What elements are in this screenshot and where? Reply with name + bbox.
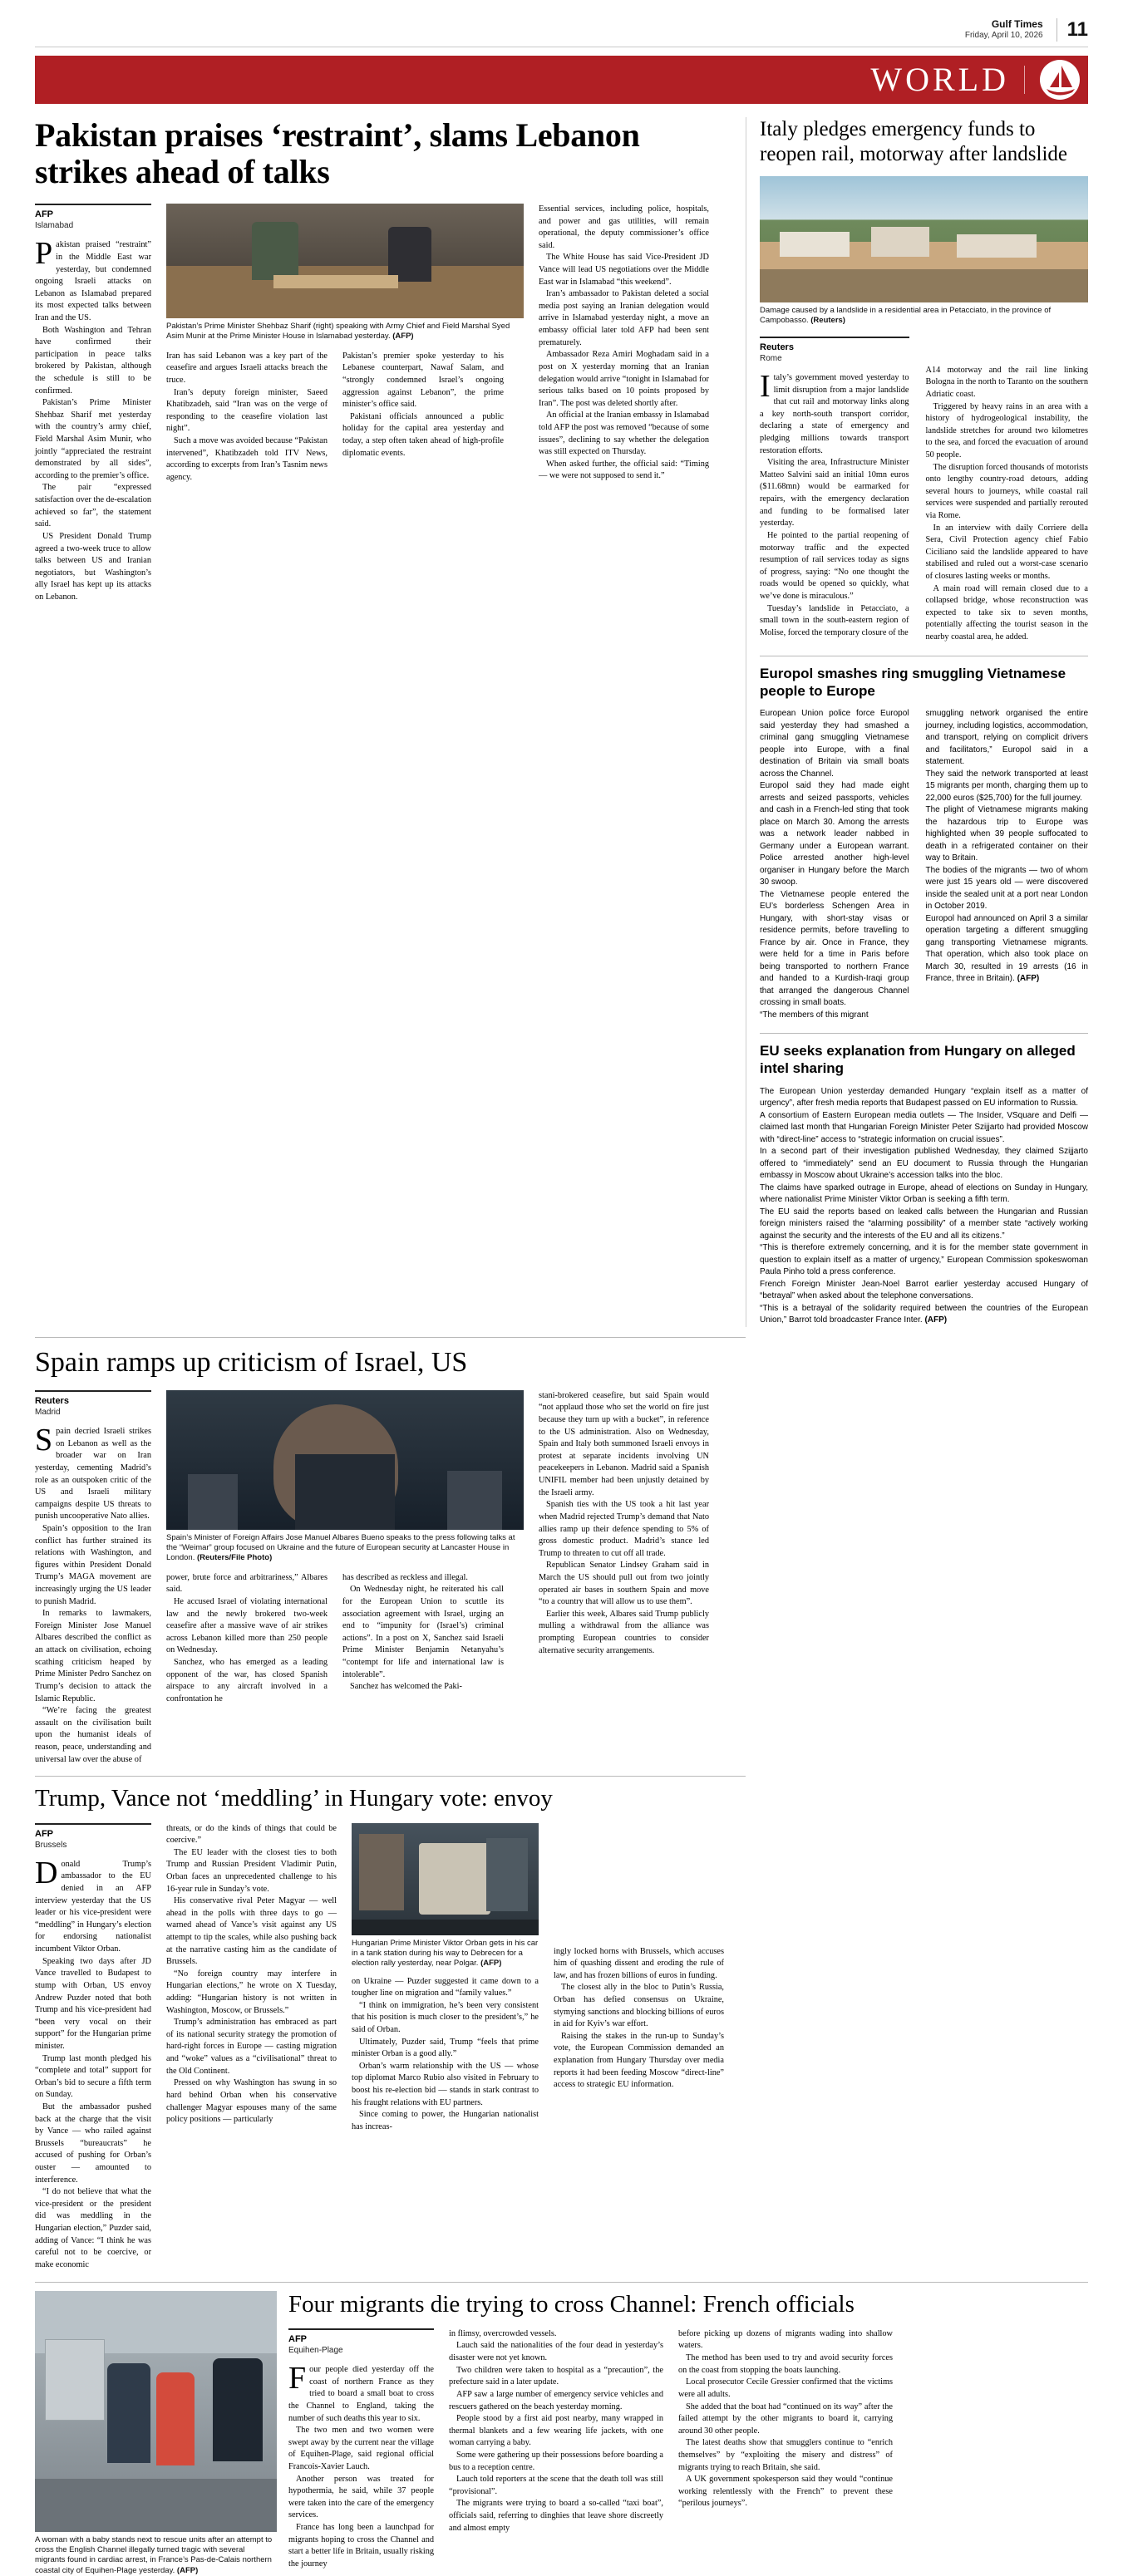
migrants-para: She added that the boat had “continued on its way” after the failed attempt by the other migrants to board it, carrying around 30 other people. <box>678 2401 893 2436</box>
lead-para: US President Donald Trump agreed a two-week truce to allow talks between US and Iranian negotiators, but Washington’s ally Israel has kept up its attacks on Lebanon. <box>35 531 151 602</box>
lead-para: Ambassador Reza Amiri Moghadam said in a post on X yesterday morning that an Iranian delegation would arrive “tonight in Islamabad for serious talks based on 10 points proposed by Iran”. The post was deleted shortly after. <box>539 350 709 408</box>
spain-para: Spain decried Israeli strikes on Lebanon as well as the broader war on Iran yesterday, cementing Madrid’s role as an outspoken critic of the US and Israeli military campaigns despite US threats to punish uncooperative Nato allies. <box>35 1423 151 1522</box>
spain-para: Republican Senator Lindsey Graham said in March the US should pull out from two jointly operated air bases in southern Spain and move “to a country that will allow us to use them”. <box>539 1561 709 1607</box>
lead-story <box>35 117 746 1327</box>
italy-place: Rome <box>760 353 782 363</box>
italy-para: In an interview with daily Corriere della Sera, Civil Protection agency chief Fabio Ciciliano said the landslide appeared to have stabilised and ruled out a worst-case scenario of closures lasting weeks or months. <box>925 523 1088 582</box>
masthead <box>35 0 1088 47</box>
europol-para: Europol said they had made eight arrests and seized passports, vehicles and cash in a French-led sting that took place on March 30. Among the arrests was a network leader nabbed in Germany under a European warrant. Police arrested another high-level organiser in Hungary before the March 30 swoop. <box>760 781 909 887</box>
europol-para: The bodies of the migrants — two of whom were just 15 years old — were discovered inside the sealed unit at a port near London in October 2019. <box>925 865 1088 912</box>
migrants-para: The migrants were trying to board a so-called “taxi boat”, officials said, referring to dinghies that leave shore discreetly and almost empty <box>449 2499 663 2533</box>
hungary-para: Trump’s administration has embraced as part of its national security strategy the promotion of hard-right forces in Europe — casting migration and “woke” values as a “civilisational” threat to the Old Continent. <box>166 2018 337 2076</box>
spain-para: Spain’s opposition to the Iran conflict has further strained its relations with Washington, and figures within President Donald Trump’s MAGA movement are increasingly urging the US leader to punish Madrid. <box>35 1523 151 1606</box>
migrants-para: Lauch told reporters at the scene that the death toll was still “provisional”. <box>449 2475 663 2496</box>
spain-headline: Spain ramps up criticism of Israel, US <box>35 1346 468 1378</box>
spain-para: Sanchez has welcomed the Paki- <box>350 1682 462 1692</box>
lead-para: Both Washington and Tehran have confirmed their participation in peace talks brokered by Pakistan, although the schedule is still to be confirmed. <box>35 325 151 396</box>
lead-agency: AFP <box>35 209 53 219</box>
eu-hungary-para: The EU said the reports based on leaked calls between the Hungarian and Russian foreign ministers raised the “alarming possibility” of a member state “actively working against the security and the interests of the EU and all its citizens.” <box>760 1207 1088 1241</box>
hungary-para: Speaking two days after JD Vance travelled to Budapest to stump with Orban, US envoy Andrew Puzder noted that both Trump and his vice-president had “been very vocal on their support” for the Hungarian prime minister. <box>35 1956 151 2051</box>
europol-para: smuggling network organised the entire journey, including logistics, accommodation, and transport, relying on complicit drivers and facilitators,” Europol said in a statement. <box>925 709 1088 767</box>
migrants-agency: AFP <box>288 2333 307 2344</box>
italy-para: The disruption forced thousands of motorists onto lengthy country-road detours, adding several hours to journeys, while coastal rail services were suspended and partially rerouted via Rome. <box>925 462 1088 520</box>
spain-para: In remarks to lawmakers, Foreign Minister Jose Manuel Albares described the conflict as an attack on civilisation, echoing scathing criticism heaped by Prime Minister Pedro Sanchez on Trump’s decision to attack the Islamic Republic. <box>35 1609 151 1703</box>
lead-para: Essential services, including police, hospitals, and power and gas utilities, will remain operational, the deputy commissioner’s office said. <box>539 204 709 250</box>
migrants-para: before picking up dozens of migrants wading into shallow waters. <box>678 2328 893 2351</box>
migrants-para: Local prosecutor Cecile Gressier confirmed that the victims were all adults. <box>678 2377 893 2399</box>
italy-agency: Reuters <box>760 342 794 352</box>
hungary-para: ingly locked horns with Brussels, which accuses him of quashing dissent and eroding the rule of law, and has frozen billions of euros in funding. <box>554 1946 724 1980</box>
eu-hungary-para: In a second part of their investigation published Wednesday, they claimed Szijjarto offered to “immediately” send an EU document to Russia through the Hungarian embassy in Moscow about Ukraine’s accession talks into the bloc. <box>760 1147 1088 1181</box>
right-rail <box>746 117 1088 1327</box>
spain-para: On Wednesday night, he reiterated his call for the European Union to scuttle its association agreement with Israel, urging an end to “impunity for (Israel’s) criminal actions”. In a post on X, Sanchez said Israeli Prime Minister Benjamin Netanyahu’s “contempt for life and international law is intolerable”. <box>342 1585 504 1679</box>
migrants-para: Some were gathering up their possessions before boarding a bus to a reception centre. <box>449 2450 663 2472</box>
lead-place: Islamabad <box>35 221 74 231</box>
lead-para: An official at the Iranian embassy in Islamabad told AFP the post was removed “because of some issues”, declining to say whether the delegation was still expected on Thursday. <box>539 410 709 457</box>
lead-para: Iran has said Lebanon was a key part of the ceasefire and argues Israeli attacks breach the truce. <box>166 351 328 385</box>
europol-para: European Union police force Europol said yesterday they had smashed a criminal gang smuggling Vietnamese people into Europe, with a final destination of Britain via small boats across the Channel. <box>760 709 909 779</box>
hungary-para: Trump last month pledged his “complete and total” support for Orban’s bid to secure a fifth term on Sunday. <box>35 2053 151 2100</box>
migrants-para: People stood by a first aid post nearby, many wrapped in thermal blankets and a few wearing life jackets, with one woman carrying a baby. <box>449 2414 663 2448</box>
eu-hungary-para: French Foreign Minister Jean-Noel Barrot earlier yesterday accused Hungary of “betrayal” when asked about the telephone conversations. <box>760 1279 1088 1301</box>
dhow-boat-icon <box>1037 57 1083 103</box>
migrants-photo-caption: A woman with a baby stands next to rescue units after an attempt to cross the English Channel illegally turned tragic with several migrants found in cardiac arrest, in France’s Pas-de-Calais northern coastal city of Equihen-Plage yesterday. (AFP) <box>35 2534 273 2575</box>
top-block <box>35 117 1088 1327</box>
migrants-place: Equihen-Plage <box>288 2346 343 2356</box>
lead-photo-caption: Pakistan’s Prime Minister Shehbaz Sharif (right) speaking with Army Chief and Field Marshal Syed Asim Munir at the Prime Minister House in Islamabad yesterday. (AFP) <box>166 322 510 342</box>
spain-para: “We’re facing the greatest assault on the civilisation built upon the humanist ideals of reason, peace, understanding and universal law over the abuse of <box>35 1706 151 1764</box>
lead-para: When asked further, the official said: “Timing — we were not supposed to send it.” <box>539 459 709 481</box>
migrants-para: Another person was treated for hypothermia, he said, while 37 people were taken into the care of the emergency services. <box>288 2474 434 2520</box>
lead-para: The White House has said Vice-President JD Vance will lead US negotiations over the Middle East war in Islamabad “this weekend”. <box>539 253 709 287</box>
europol-para: Europol had announced on April 3 a similar operation targeting a different smuggling gang transporting Vietnamese migrants. That operation, which also took place on March 30, resulted in 19 arrests (16 in France, three in Britain). (AFP) <box>925 913 1088 984</box>
spain-para: power, brute force and arbitrariness,” Albares said. <box>166 1572 328 1595</box>
spain-photo-caption: Spain’s Minister of Foreign Affairs Jose Manuel Albares Bueno speaks to the press following talks at the “Weimar” group focused on Ukraine and the future of European security at Lancaster House in London. (Reuters/File Photo) <box>166 1532 515 1563</box>
hungary-para: threats, or do the kinds of things that could be coercive.” <box>166 1823 337 1846</box>
eu-hungary-story <box>760 1033 1088 1327</box>
hungary-para: “No foreign country may interfere in Hungarian elections,” he wrote on X Tuesday, adding: “Hungarian history is not written in Washington, Moscow, or Brussels.” <box>166 1969 337 2015</box>
europol-story <box>760 656 1088 1022</box>
hungary-para: Pressed on why Washington has swung in so hard behind Orban when his conservative challenger Magyar espouses many of the same policy positions — particularly <box>166 2078 337 2125</box>
migrants-para: The two men and two women were swept away by the current near the village of Equihen-Plage, said regional official Francois-Xavier Lauch. <box>288 2426 434 2472</box>
eu-hungary-headline: EU seeks explanation from Hungary on alleged intel sharing <box>760 1043 1076 1077</box>
spain-para: Sanchez, who has emerged as a leading opponent of the war, has closed Spanish airspace to any aircraft involved in a confrontation he <box>166 1658 328 1703</box>
hungary-para: Orban’s warm relationship with the US — whose top diplomat Marco Rubio also visited in February to boost his re-election bid — stands in stark contrast to his fraught relations with EU partners. <box>352 2061 539 2107</box>
eu-hungary-para: “This is a betrayal of the solidarity required between the countries of the European Union,” Barrot told broadcaster France Inter. (AFP) <box>760 1303 1088 1325</box>
italy-para: Visiting the area, Infrastructure Minister Matteo Salvini said an initial 10mn euros ($11.68mn) would be earmarked for repairs, with the emergency declaration and funding to be formalised later yesterday. <box>760 458 909 528</box>
eu-hungary-para: “This is therefore extremely concerning, and it is for the member state government in question to explain itself as a matter of urgency,” European Commission spokeswoman Paula Pinho told a press conference. <box>760 1243 1088 1277</box>
spain-photo <box>166 1390 524 1530</box>
migrants-headline: Four migrants die trying to cross Channel: French officials <box>288 2290 855 2318</box>
migrants-para: Four people died yesterday off the coast of northern France as they tried to board a small boat to cross the Channel to England, taking the number of such deaths this year to six. <box>288 2361 434 2423</box>
spain-para: has described as reckless and illegal. <box>342 1572 468 1582</box>
eu-hungary-para: The European Union yesterday demanded Hungary “explain itself as a matter of urgency”, after fresh media reports that Budapest passed on EU information to Russia. <box>760 1086 1088 1109</box>
migrants-para: AFP saw a large number of emergency service vehicles and rescuers gathered on the beach yesterday morning. <box>449 2389 663 2411</box>
europol-headline: Europol smashes ring smuggling Vietnamese people to Europe <box>760 665 1066 699</box>
eu-hungary-para: The claims have sparked outrage in Europe, ahead of elections on Sunday in Hungary, where nationalist Prime Minister Viktor Orban is seeking a fifth term. <box>760 1182 1088 1205</box>
paper-name: Gulf Times <box>991 18 1043 31</box>
hungary-para: But the ambassador pushed back at the charge that the visit by Vance — who railed against Brussels “bureaucrats” he accused of pushing for Orban’s ouster — amounted to interference. <box>35 2102 151 2185</box>
italy-para: Tuesday’s landslide in Petacciato, a small town in the south-eastern region of Molise, forced the temporary closure of the <box>760 603 909 637</box>
lead-para: Pakistan’s premier spoke yesterday to his Lebanese counterpart, Nawaf Salam, and “strongly condemned Israel’s ongoing aggression against Lebanon”, the prime minister’s office said. <box>342 351 504 410</box>
issue-date: Friday, April 10, 2026 <box>964 31 1043 41</box>
hungary-para: Donald Trump’s ambassador to the EU denied in an AFP interview yesterday that the US leader or his vice-president were “meddling” in Hungary’s election for endorsing nationalist incumbent Viktor Orban. <box>35 1855 151 1954</box>
eu-hungary-para: A consortium of Eastern European media outlets — The Insider, VSquare and Delfi — claimed last month that Hungarian Foreign Minister Peter Szijjarto had provided Moscow with “direct-line” access to “strategic information on crucial issues”. <box>760 1110 1088 1144</box>
hungary-story <box>35 1776 746 2271</box>
page-number: 11 <box>1057 18 1088 42</box>
lead-para: Such a move was avoided because “Pakistan intervened”, Khatibzadeh told ITV News, according to excerpts from Iran’s Tasnim news agency. <box>166 435 328 482</box>
italy-photo-caption: Damage caused by a landslide in a residential area in Petacciato, in the province of Campobasso. (Reuters) <box>760 306 1052 326</box>
spain-para: Earlier this week, Albares said Trump publicly mulling a withdrawal from the alliance was prompting European countries to consider alternative security arrangements. <box>539 1609 709 1655</box>
hungary-para: Raising the stakes in the run-up to Sunday’s vote, the European Commission demanded an explanation from Hungary Thursday over media reports it had been feeding Moscow “direct-line” access to strategic EU information. <box>554 2031 724 2090</box>
lead-headline: Pakistan praises ‘restraint’, slams Lebanon strikes ahead of talks <box>35 116 640 190</box>
section-banner <box>35 56 1088 104</box>
hungary-para: The EU leader with the closest ties to both Trump and Russian President Vladimir Putin, Orban faces an unprecedented challenge to his 16-year rule in Sunday’s vote. <box>166 1847 337 1894</box>
lead-para: Iran’s ambassador to Pakistan deleted a social media post saying an Iranian delegation would arrive in Islamabad yesterday night, a move an embassy official later told AFP had been sent prematurely. <box>539 289 709 347</box>
spain-para: stani-brokered ceasefire, but said Spain would “not applaud those who set the world on fire just because they turn up with a bucket”, in reference to the US administration. Also on Wednesday, Spain and Italy both summoned Israeli envoys in protest at separate incidents involving UN peacekeepers in Lebanon. Madrid said a Spanish UNIFIL member had been unjustly detained by the Israeli army. <box>539 1390 709 1497</box>
europol-para: “The members of this migrant <box>760 1010 869 1020</box>
hungary-para: Since coming to power, the Hungarian nationalist has increas- <box>352 2110 539 2131</box>
hungary-headline: Trump, Vance not ‘meddling’ in Hungary vote: envoy <box>35 1785 553 1812</box>
europol-para: The Vietnamese people entered the EU’s borderless Schengen Area in Hungary, with short-stay visas or residence permits, before travelling to France by air. Once in France, they were held for a time in Paris before being transported to northern France and handed to a Kurdish-Iraqi group that arranged the dangerous Channel crossing in small boats. <box>760 889 909 1008</box>
italy-para: A main road will remain closed due to a collapsed bridge, whose reconstruction was expected to take six to seven months, potentially affecting the tourist season in the nearby coastal area, he added. <box>925 583 1088 642</box>
migrants-para: France has long been a launchpad for migrants hoping to cross the Channel and start a better life in Britain, usually risking the journey <box>288 2523 435 2569</box>
spain-story <box>35 1337 746 1766</box>
hungary-para: The closest ally in the bloc to Putin’s Russia, Orban has defied consensus on Ukraine, stymying sanctions and blocking billions of euros in aid for Kyiv’s war effort. <box>554 1983 724 2029</box>
migrants-para: The latest deaths show that smugglers continue to “enrich themselves” by “exploiting the misery and distress” of migrants trying to reach Britain, she said. <box>678 2438 893 2472</box>
spain-para: Spanish ties with the US took a hit last year when Madrid rejected Trump’s demand that Nato allies ramp up their defence spending to 5% of gross domestic product. Madrid’s stance led Trump to threaten to cut off all trade. <box>539 1500 709 1558</box>
lead-para: Pakistan praised “restraint” in the Middle East war yesterday, but condemned ongoing Israeli attacks on Lebanon as Islamabad prepared its most expected talks between Iran and the US. <box>35 236 151 322</box>
hungary-para: His conservative rival Peter Magyar — well ahead in the polls with three days to go — warned ahead of Vance’s visit against any US attempt to tip the scales, while also pushing back at the narrative casting him as the candidate of Brussels. <box>166 1896 337 1967</box>
europol-para: They said the network transported at least 15 migrants per month, charging them up to 22,000 euros ($25,700) for the full journey. <box>925 769 1088 803</box>
italy-para: A14 motorway and the rail line linking Bologna in the north to Taranto on the southern Adriatic coast. <box>925 365 1088 399</box>
banner-divider <box>1024 66 1025 94</box>
lead-para: Pakistan’s Prime Minister Shehbaz Sharif met yesterday with the country’s army chief, Field Marshal Asim Munir, who jointly “appreciated the restraint demonstrated by all sides”, according to the premier’s office. <box>35 398 151 480</box>
hungary-place: Brussels <box>35 1840 67 1850</box>
lead-para: The pair “expressed satisfaction over the de-escalation achieved so far”, the statement said. <box>35 483 151 529</box>
hungary-para: “I think on immigration, he’s been very consistent that his position is much closer to the president’s,” he said of Orban. <box>352 2000 539 2034</box>
migrants-photo <box>35 2291 277 2532</box>
italy-headline: Italy pledges emergency funds to reopen rail, motorway after landslide <box>760 118 1067 165</box>
spain-agency: Reuters <box>35 1395 69 1406</box>
hungary-agency: AFP <box>35 1828 53 1839</box>
migrants-para: in flimsy, overcrowded vessels. <box>449 2328 557 2338</box>
spain-para: He accused Israel of violating international law and the newly brokered two-week ceasefire after a massive wave of air strikes across Lebanon killed more than 250 people on Wednesday. <box>166 1597 328 1655</box>
hungary-photo <box>352 1823 539 1935</box>
italy-para: Italy’s government moved yesterday to limit disruption from a major landslide that cut rail and motorway links along a key north-south transport corridor, declaring a state of emergency and pledging millions towards transport restoration efforts. <box>760 368 909 455</box>
migrants-para: The method has been used to try and avoid security forces on the coast from stopping the boats launching. <box>678 2353 893 2375</box>
lead-para: Pakistani officials announced a public holiday for the capital area yesterday and today, a step often taken ahead of high-profile diplomatic events. <box>342 411 504 458</box>
spain-place: Madrid <box>35 1408 61 1418</box>
italy-photo <box>760 176 1088 302</box>
migrants-para: Lauch said the nationalities of the four dead in yesterday’s disaster were not yet known. <box>449 2341 663 2363</box>
europol-para: The plight of Vietnamese migrants making the hazardous trip to Europe was highlighted when 39 people suffocated to death in a refrigerated container on their way to Britain. <box>925 805 1088 863</box>
lead-photo <box>166 204 524 318</box>
lead-para: Iran’s deputy foreign minister, Saeed Khatibzadeh, said “Iran was on the verge of responding to the ceasefire violation last night”. <box>166 387 328 434</box>
migrants-story <box>35 2291 1088 2576</box>
italy-para: He pointed to the partial reopening of motorway traffic and the expected resumption of rail services today as signs of progress, saying: “No one thought the roads would be opened so quickly, what we’ve done is miraculous.” <box>760 530 909 601</box>
hungary-para: Ultimately, Puzder said, Trump “feels that prime minister Orban is a good ally.” <box>352 2037 539 2059</box>
hungary-para: “I do not believe that what the vice-president or the president did was meddling in the Hungarian election,” Puzder said, adding of Vance: “I think he was careful not to be coercive, or make economic <box>35 2187 151 2269</box>
migrants-para: Two children were taken to hospital as a “precaution”, the prefecture said in a later update. <box>449 2365 663 2387</box>
italy-para: Triggered by heavy rains in an area with a history of hydrogeological instability, the landslide stretches for around two kilometres to the sea, and forced the evacuation of around 50 people. <box>925 401 1088 460</box>
migrants-para: A UK government spokesperson said they would “continue working relentlessly with the French” to prevent these “perilous journeys”. <box>678 2475 893 2509</box>
hungary-photo-caption: Hungarian Prime Minister Viktor Orban gets in his car in a tank station during his way to Debrecen for a election rally yesterday, near Polgar. (AFP) <box>352 1938 539 1969</box>
hungary-para: on Ukraine — Puzder suggested it came down to a tougher line on migration and “family values.” <box>352 1976 539 1998</box>
section-title: WORLD <box>870 61 1009 98</box>
